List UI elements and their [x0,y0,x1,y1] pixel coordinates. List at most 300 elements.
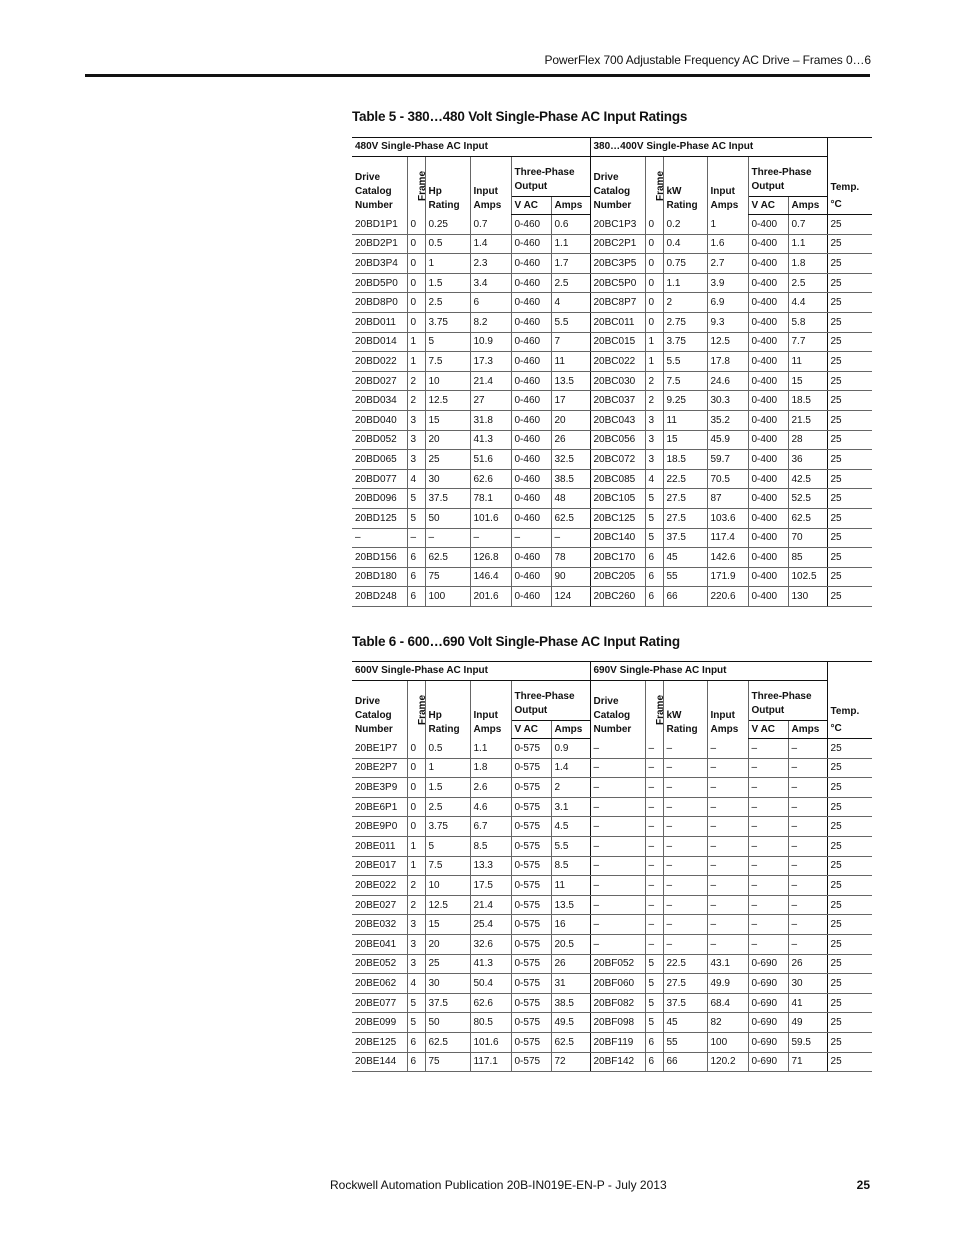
table-cell: 220.6 [707,587,748,607]
table-cell: – [590,797,645,817]
table-row [352,1032,872,1052]
table-cell: 25 [827,993,872,1013]
table-cell: 0-690 [748,974,788,994]
table-cell: 85 [788,548,827,568]
table-cell: 62.5 [551,1032,590,1052]
table-cell: – [707,934,748,954]
table-cell: – [707,895,748,915]
table-row [352,836,872,856]
table5 [352,137,872,607]
table-cell: 0-460 [511,371,551,391]
table-cell: – [645,856,663,876]
table-cell: 7 [551,332,590,352]
table-cell: 1 [407,332,425,352]
table-cell: 82 [707,1013,748,1033]
table-cell: 101.6 [470,508,511,528]
table-cell: 9.25 [663,391,707,411]
table-cell: 1 [645,332,663,352]
table-cell: 1.7 [551,254,590,274]
amps-header: Amps [788,197,827,215]
table-cell: 5 [645,508,663,528]
table-cell: – [748,934,788,954]
table-cell: 1.1 [788,234,827,254]
table-cell: 124 [551,587,590,607]
table-cell: 5.5 [551,836,590,856]
table-cell: 6 [645,587,663,607]
table-cell: 20BE3P9 [352,778,407,798]
table-cell: 1.4 [551,758,590,778]
table-cell: 12.5 [425,391,470,411]
table-cell: – [707,797,748,817]
table-cell: 50.4 [470,974,511,994]
table-cell: – [425,528,470,548]
table-row [352,876,872,896]
table-cell: 5 [645,974,663,994]
table-cell: – [511,528,551,548]
table-cell: – [590,876,645,896]
table-cell: – [645,778,663,798]
table-cell: 21.4 [470,895,511,915]
table-cell: – [663,836,707,856]
table-cell: 5 [407,489,425,509]
table-cell: 20BE099 [352,1013,407,1033]
table-cell: 20BF098 [590,1013,645,1033]
table-cell: 20BD2P1 [352,234,407,254]
table-cell: – [590,739,645,759]
table-cell: – [788,758,827,778]
table-row [352,1052,872,1072]
frame-header: Frame [407,681,425,739]
table-cell: 25 [827,371,872,391]
table-cell: 17.5 [470,876,511,896]
table-cell: 0-400 [748,489,788,509]
table-cell: – [707,836,748,856]
table-cell: 0-400 [748,528,788,548]
drive-catalog-header: Drive Catalog Number [355,171,393,211]
table-cell: 30 [425,974,470,994]
table-cell: 20BD156 [352,548,407,568]
table-cell: 20BD034 [352,391,407,411]
input-amps-header: Input Amps [707,681,748,739]
table-cell: – [748,895,788,915]
table-row [352,797,872,817]
temp-header: Temp. [827,157,872,197]
table-cell: 0 [645,215,663,235]
table-cell: 78 [551,548,590,568]
table-cell: – [470,528,511,548]
table-cell: 20BE125 [352,1032,407,1052]
table-row [352,895,872,915]
table-cell: 25 [827,489,872,509]
table-row [352,508,872,528]
table-cell: – [645,817,663,837]
table-cell: 0-575 [511,758,551,778]
table-cell: 25 [827,587,872,607]
table-cell: 0-575 [511,797,551,817]
table-cell: 20BF119 [590,1032,645,1052]
table-row [352,934,872,954]
table-cell: 20BC015 [590,332,645,352]
table-cell: 0-575 [511,817,551,837]
table-cell: 51.6 [470,450,511,470]
table-cell: 25 [827,1013,872,1033]
table-cell: 20BE1P7 [352,739,407,759]
table-cell: 72 [551,1052,590,1072]
table-cell: 25 [827,254,872,274]
table-cell: 20 [425,934,470,954]
table-cell: 20BE032 [352,915,407,935]
table-cell: 0-400 [748,587,788,607]
table-cell: 70 [788,528,827,548]
table-cell: 6 [407,587,425,607]
table-cell: 20BD052 [352,430,407,450]
table-row [352,758,872,778]
table-cell: 22.5 [663,954,707,974]
table-cell: 10.9 [470,332,511,352]
table-cell: 25 [827,1052,872,1072]
table-row [352,234,872,254]
table-cell: 3.9 [707,273,748,293]
table-cell: 5 [407,993,425,1013]
table-cell: 2 [407,895,425,915]
table-cell: 1.5 [425,778,470,798]
table-cell: 25 [827,410,872,430]
table-cell: 62.6 [470,469,511,489]
table-cell: 0-460 [511,469,551,489]
table-cell: 2.5 [425,797,470,817]
table-cell: 0-460 [511,587,551,607]
table-row [352,254,872,274]
table-cell: 3 [407,450,425,470]
table-cell: 20BC5P0 [590,273,645,293]
table-cell: 0-400 [748,410,788,430]
kw-rating-header: kW Rating [663,681,707,739]
table-cell: – [707,915,748,935]
table-cell: – [645,797,663,817]
table-cell: 21.4 [470,371,511,391]
table-cell: 49.9 [707,974,748,994]
table-cell: 142.6 [707,548,748,568]
table-cell: 8.5 [470,836,511,856]
table-cell: 11 [663,410,707,430]
table-cell: 5 [425,332,470,352]
table-cell: 20BE022 [352,876,407,896]
table-cell: 25 [827,548,872,568]
table-cell: 11 [551,876,590,896]
table-cell: 66 [663,1052,707,1072]
input-amps-header: Input Amps [707,157,748,215]
table-row [352,817,872,837]
table-cell: 20BD077 [352,469,407,489]
table-cell: 21.5 [788,410,827,430]
table-cell: 62.5 [788,508,827,528]
table-cell: 4.6 [470,797,511,817]
table-row [352,739,872,759]
table-cell: 20.5 [551,934,590,954]
table-cell: 0-400 [748,508,788,528]
table-cell: 0.75 [663,254,707,274]
table-cell: 1 [407,856,425,876]
table-cell: 25 [827,234,872,254]
table-row [352,410,872,430]
table-cell: 201.6 [470,587,511,607]
table-cell: 0.2 [663,215,707,235]
table-cell: 0-575 [511,915,551,935]
table-cell: 25 [827,450,872,470]
table-cell: – [590,934,645,954]
table-cell: 25 [827,312,872,332]
table-cell: 1.6 [707,234,748,254]
amps-header: Amps [551,721,590,739]
table-cell: 20BE017 [352,856,407,876]
page-number: 25 [856,1178,870,1192]
table-cell: 101.6 [470,1032,511,1052]
table-cell: – [748,836,788,856]
publication-footer: Rockwell Automation Publication 20B-IN019E-EN-P - July 2013 [330,1178,667,1192]
vac-header: V AC [511,197,551,215]
group-header-right: 690V Single-Phase AC Input [590,662,827,681]
table-cell: 3 [407,410,425,430]
table-cell: 20BC8P7 [590,293,645,313]
group-header-left: 480V Single-Phase AC Input [352,138,590,157]
table-cell: 25 [827,856,872,876]
table-cell: 25 [827,778,872,798]
table-cell: 62.6 [470,993,511,1013]
table-cell: 52.5 [788,489,827,509]
table-cell: 0 [645,273,663,293]
table-cell: 3 [407,430,425,450]
table5-body [352,215,872,607]
table-cell: 68.4 [707,993,748,1013]
table-cell: 17 [551,391,590,411]
table-cell: 32.5 [551,450,590,470]
table-cell: – [748,758,788,778]
table-cell: 62.5 [551,508,590,528]
table-cell: – [707,778,748,798]
table-cell: 11 [551,352,590,372]
table-cell: 0.6 [551,215,590,235]
table-cell: 0 [407,234,425,254]
table-cell: 0-400 [748,215,788,235]
table-cell: 49.5 [551,1013,590,1033]
table-cell: 20BD022 [352,352,407,372]
table-cell: 0-575 [511,974,551,994]
table-cell: 2.3 [470,254,511,274]
table-cell: 0-575 [511,954,551,974]
table-cell: 0-575 [511,876,551,896]
table-cell: – [707,856,748,876]
table-cell: 1 [407,836,425,856]
table-cell: 0-690 [748,993,788,1013]
table-cell: – [590,915,645,935]
table-cell: 103.6 [707,508,748,528]
table-cell: 0-575 [511,1013,551,1033]
table-cell: 10 [425,876,470,896]
table-cell: 5 [645,489,663,509]
group-header-left: 600V Single-Phase AC Input [352,662,590,681]
table-cell: 20BD096 [352,489,407,509]
table-cell: 90 [551,567,590,587]
table-cell: – [645,915,663,935]
table-cell: 25 [425,954,470,974]
table-cell: 25 [827,739,872,759]
table-cell: 2 [551,778,590,798]
table-cell: 3.4 [470,273,511,293]
table-cell: – [590,895,645,915]
vac-header: V AC [511,721,551,739]
group-header-right: 380…400V Single-Phase AC Input [590,138,827,157]
table-cell: 12.5 [707,332,748,352]
table-cell: 6 [407,1052,425,1072]
table-cell: 6 [645,1052,663,1072]
table-cell: 0.5 [425,739,470,759]
table-cell: 25 [827,332,872,352]
table-cell: 7.5 [425,856,470,876]
table-cell: 18.5 [663,450,707,470]
table-cell: – [748,856,788,876]
table-cell: 12.5 [425,895,470,915]
table-cell: 25 [827,836,872,856]
table-cell: 28 [788,430,827,450]
table-cell: 78.1 [470,489,511,509]
table-cell: 1.5 [425,273,470,293]
table-cell: 20BE052 [352,954,407,974]
table-row [352,430,872,450]
table-cell: 1 [425,254,470,274]
table-cell: 75 [425,1052,470,1072]
table-cell: 0-400 [748,391,788,411]
table-cell: 5 [407,1013,425,1033]
table-cell: – [748,817,788,837]
table-cell: 2 [407,876,425,896]
table-cell: – [551,528,590,548]
table-cell: – [645,758,663,778]
table-cell: 25 [827,293,872,313]
table-cell: 71 [788,1052,827,1072]
table-cell: – [788,836,827,856]
table-cell: 17.8 [707,352,748,372]
temp-header-spacer [827,662,872,681]
table-cell: 0-460 [511,450,551,470]
table-cell: 20BE062 [352,974,407,994]
table-cell: 20BC140 [590,528,645,548]
table-cell: 0.7 [470,215,511,235]
table-cell: 100 [425,587,470,607]
temp-header-spacer [827,138,872,157]
table-cell: 6.7 [470,817,511,837]
table-cell: 20BC105 [590,489,645,509]
table-cell: 55 [663,567,707,587]
table-cell: 2 [407,391,425,411]
table-cell: 20BC3P5 [590,254,645,274]
table-cell: 25 [827,567,872,587]
amps-header: Amps [551,197,590,215]
table-cell: 120.2 [707,1052,748,1072]
table-cell: 6 [407,1032,425,1052]
table5-caption: Table 5 - 380…480 Volt Single-Phase AC Input Ratings [352,109,688,124]
table-cell: 20BC205 [590,567,645,587]
drive-catalog-header: Drive Catalog Number [590,157,645,215]
kw-rating-header: kW Rating [663,157,707,215]
table-cell: 20BE041 [352,934,407,954]
table-cell: – [788,817,827,837]
table-cell: 20BC072 [590,450,645,470]
table-cell: – [788,797,827,817]
table-cell: 42.5 [788,469,827,489]
table-cell: 20BD3P4 [352,254,407,274]
table-cell: 7.7 [788,332,827,352]
table-cell: 1.1 [551,234,590,254]
table-cell: 0.7 [788,215,827,235]
table-cell: 0-400 [748,234,788,254]
table-cell: 20BC022 [590,352,645,372]
table-cell: 6 [645,567,663,587]
table-cell: 0-460 [511,567,551,587]
table-cell: 18.5 [788,391,827,411]
table-cell: 146.4 [470,567,511,587]
table-cell: 36 [788,450,827,470]
table-cell: 1 [425,758,470,778]
frame-header: Frame [645,681,663,739]
table-cell: 20BD065 [352,450,407,470]
frame-header: Frame [645,157,663,215]
table-cell: 0-460 [511,312,551,332]
table-row [352,993,872,1013]
three-phase-output-header: Three-Phase Output [511,681,590,721]
table-cell: 30 [425,469,470,489]
table-cell: 0-400 [748,312,788,332]
table-cell: – [663,934,707,954]
table-cell: 26 [551,430,590,450]
hp-rating-header: Hp Rating [425,157,470,215]
table-cell: 0-400 [748,450,788,470]
table-cell: 6.9 [707,293,748,313]
table-cell: – [748,797,788,817]
table-cell: 20BD248 [352,587,407,607]
temp-header: Temp. [827,681,872,721]
table-cell: 5 [425,836,470,856]
table-cell: 0 [407,758,425,778]
table-cell: 7.5 [425,352,470,372]
table-cell: 25 [827,215,872,235]
table-cell: 37.5 [425,489,470,509]
table-cell: 0.5 [425,234,470,254]
table-cell: 4 [407,469,425,489]
table-cell: 20BC043 [590,410,645,430]
temp-unit-header: °C [827,197,872,215]
table-cell: 41.3 [470,954,511,974]
table-cell: 50 [425,1013,470,1033]
input-amps-header: Input Amps [470,681,511,739]
table-cell: 87 [707,489,748,509]
table-cell: 0-575 [511,739,551,759]
table-cell: 10 [425,371,470,391]
table-cell: 0-460 [511,430,551,450]
table-row [352,778,872,798]
table-row [352,391,872,411]
table-cell: – [663,739,707,759]
table-cell: 0 [407,215,425,235]
table-cell: 25 [827,391,872,411]
table-cell: 3 [407,954,425,974]
table-cell: 0-400 [748,352,788,372]
table-cell: 13.3 [470,856,511,876]
table-cell: 1 [645,352,663,372]
table-cell: 45.9 [707,430,748,450]
table-cell: 3.75 [425,817,470,837]
table-cell: 25 [827,797,872,817]
table-cell: 3 [645,430,663,450]
